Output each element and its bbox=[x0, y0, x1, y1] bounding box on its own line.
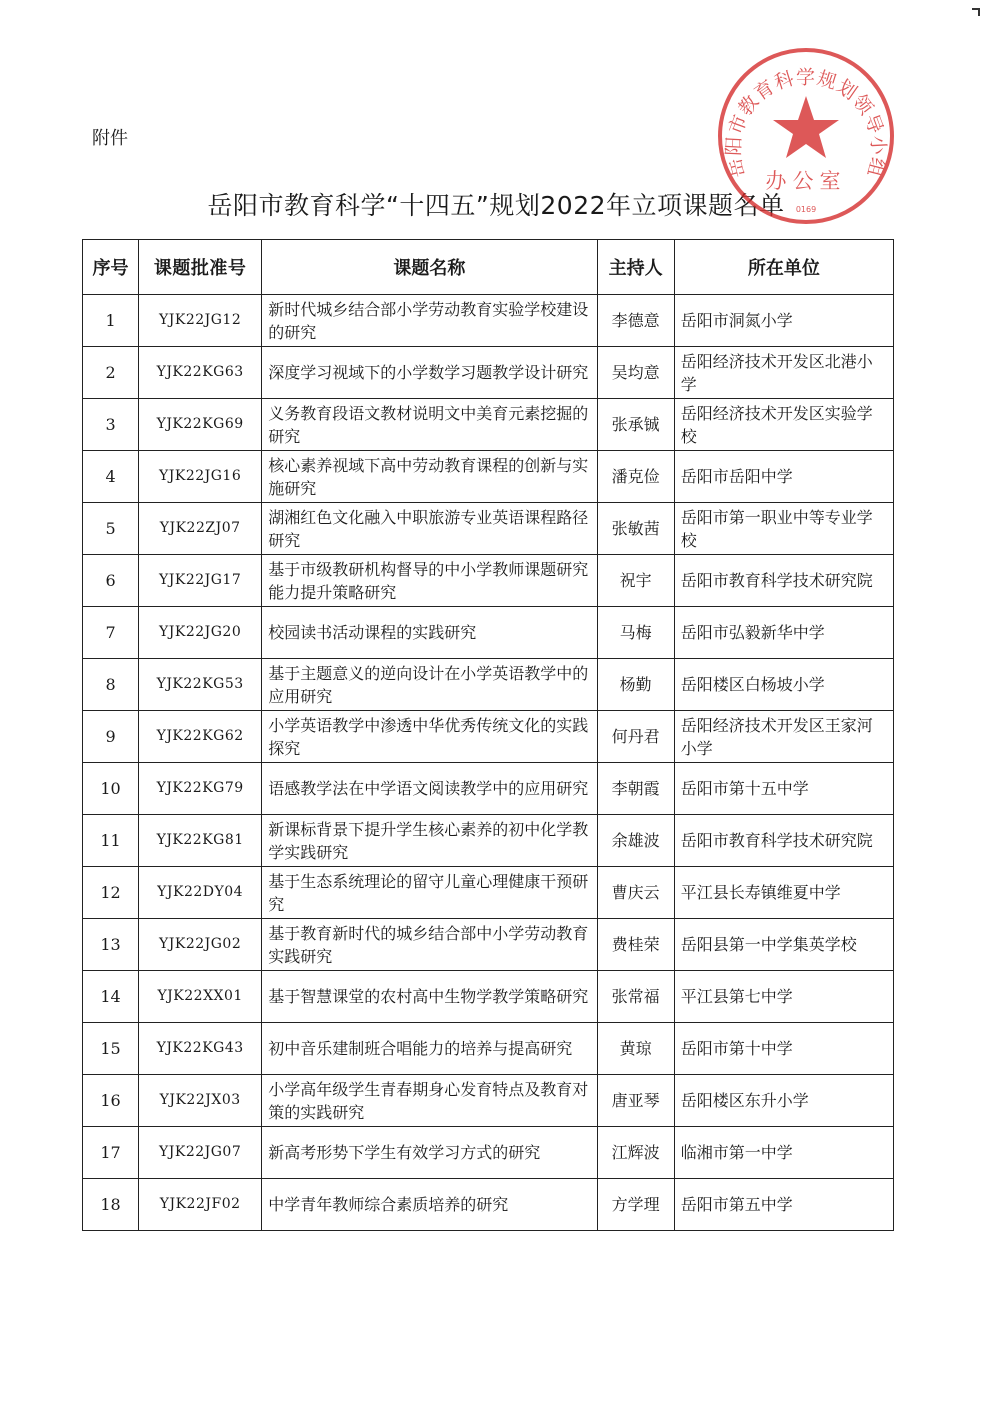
row-host: 曹庆云 bbox=[597, 867, 674, 919]
row-code: YJK22JX03 bbox=[139, 1075, 262, 1127]
table-row bbox=[83, 659, 894, 711]
row-project-name: 小学英语教学中渗透中华优秀传统文化的实践探究 bbox=[262, 711, 597, 763]
row-project-name: 义务教育段语文教材说明文中美育元素挖掘的研究 bbox=[262, 399, 597, 451]
row-seq: 5 bbox=[83, 503, 139, 555]
row-host: 李德意 bbox=[597, 295, 674, 347]
row-host: 李朝霞 bbox=[597, 763, 674, 815]
seal-code: 0169 bbox=[795, 205, 817, 214]
table-header-row bbox=[83, 240, 894, 295]
row-unit: 平江县长寿镇维夏中学 bbox=[674, 867, 893, 919]
row-seq: 16 bbox=[83, 1075, 139, 1127]
table-row bbox=[83, 1179, 894, 1231]
header-seq: 序号 bbox=[83, 240, 139, 295]
seal-lower-text: 办公室 bbox=[765, 169, 847, 193]
row-seq: 2 bbox=[83, 347, 139, 399]
row-seq: 15 bbox=[83, 1023, 139, 1075]
row-host: 余雄波 bbox=[597, 815, 674, 867]
row-unit: 岳阳经济技术开发区王家河小学 bbox=[674, 711, 893, 763]
row-unit: 岳阳市岳阳中学 bbox=[674, 451, 893, 503]
row-host: 吴均意 bbox=[597, 347, 674, 399]
row-project-name: 中学青年教师综合素质培养的研究 bbox=[262, 1179, 597, 1231]
row-project-name: 语感教学法在中学语文阅读教学中的应用研究 bbox=[262, 763, 597, 815]
row-code: YJK22KG69 bbox=[139, 399, 262, 451]
row-unit: 岳阳市教育科学技术研究院 bbox=[674, 815, 893, 867]
row-host: 张敏茜 bbox=[597, 503, 674, 555]
row-code: YJK22KG63 bbox=[139, 347, 262, 399]
row-project-name: 小学高年级学生青春期身心发育特点及教育对策的实践研究 bbox=[262, 1075, 597, 1127]
header-host: 主持人 bbox=[597, 240, 674, 295]
row-host: 费桂荣 bbox=[597, 919, 674, 971]
row-host: 方学理 bbox=[597, 1179, 674, 1231]
row-code: YJK22KG81 bbox=[139, 815, 262, 867]
row-unit: 平江县第七中学 bbox=[674, 971, 893, 1023]
header-name: 课题名称 bbox=[262, 240, 597, 295]
row-unit: 岳阳经济技术开发区北港小学 bbox=[674, 347, 893, 399]
row-host: 杨勤 bbox=[597, 659, 674, 711]
row-unit: 岳阳经济技术开发区实验学校 bbox=[674, 399, 893, 451]
row-unit: 岳阳县第一中学集英学校 bbox=[674, 919, 893, 971]
row-host: 马梅 bbox=[597, 607, 674, 659]
row-seq: 4 bbox=[83, 451, 139, 503]
row-seq: 12 bbox=[83, 867, 139, 919]
table-row bbox=[83, 919, 894, 971]
row-unit: 临湘市第一中学 bbox=[674, 1127, 893, 1179]
table-row bbox=[83, 867, 894, 919]
row-unit: 岳阳市第十五中学 bbox=[674, 763, 893, 815]
row-seq: 1 bbox=[83, 295, 139, 347]
row-project-name: 基于教育新时代的城乡结合部中小学劳动教育实践研究 bbox=[262, 919, 597, 971]
row-project-name: 新高考形势下学生有效学习方式的研究 bbox=[262, 1127, 597, 1179]
row-code: YJK22JG16 bbox=[139, 451, 262, 503]
row-project-name: 基于智慧课堂的农村高中生物学教学策略研究 bbox=[262, 971, 597, 1023]
row-seq: 3 bbox=[83, 399, 139, 451]
table-row bbox=[83, 763, 894, 815]
row-host: 唐亚琴 bbox=[597, 1075, 674, 1127]
official-seal bbox=[706, 44, 906, 224]
row-host: 何丹君 bbox=[597, 711, 674, 763]
table-row bbox=[83, 555, 894, 607]
row-code: YJK22KG79 bbox=[139, 763, 262, 815]
row-code: YJK22JF02 bbox=[139, 1179, 262, 1231]
table-row bbox=[83, 503, 894, 555]
row-code: YJK22DY04 bbox=[139, 867, 262, 919]
header-code: 课题批准号 bbox=[139, 240, 262, 295]
row-project-name: 湖湘红色文化融入中职旅游专业英语课程路径研究 bbox=[262, 503, 597, 555]
seal-star-icon bbox=[773, 96, 839, 158]
row-host: 张常福 bbox=[597, 971, 674, 1023]
row-code: YJK22JG17 bbox=[139, 555, 262, 607]
table-row bbox=[83, 607, 894, 659]
row-project-name: 深度学习视域下的小学数学习题教学设计研究 bbox=[262, 347, 597, 399]
row-seq: 7 bbox=[83, 607, 139, 659]
table-row bbox=[83, 971, 894, 1023]
row-host: 潘克俭 bbox=[597, 451, 674, 503]
table-row bbox=[83, 451, 894, 503]
table-row bbox=[83, 399, 894, 451]
row-code: YJK22JG20 bbox=[139, 607, 262, 659]
table-row bbox=[83, 295, 894, 347]
seal-ring-text: 岳阳市教育科学规划领导小组 bbox=[722, 66, 890, 180]
row-project-name: 校园读书活动课程的实践研究 bbox=[262, 607, 597, 659]
attachment-label: 附件 bbox=[92, 128, 128, 149]
row-project-name: 初中音乐建制班合唱能力的培养与提高研究 bbox=[262, 1023, 597, 1075]
scan-corner-mark bbox=[972, 8, 980, 16]
row-unit: 岳阳市第五中学 bbox=[674, 1179, 893, 1231]
table-row bbox=[83, 1023, 894, 1075]
row-seq: 18 bbox=[83, 1179, 139, 1231]
row-code: YJK22KG62 bbox=[139, 711, 262, 763]
row-code: YJK22KG53 bbox=[139, 659, 262, 711]
row-project-name: 基于生态系统理论的留守儿童心理健康干预研究 bbox=[262, 867, 597, 919]
row-unit: 岳阳市第一职业中等专业学校 bbox=[674, 503, 893, 555]
table-row bbox=[83, 1127, 894, 1179]
table-body bbox=[83, 295, 894, 1231]
row-unit: 岳阳市教育科学技术研究院 bbox=[674, 555, 893, 607]
row-project-name: 基于主题意义的逆向设计在小学英语教学中的应用研究 bbox=[262, 659, 597, 711]
header-unit: 所在单位 bbox=[674, 240, 893, 295]
row-seq: 13 bbox=[83, 919, 139, 971]
row-seq: 10 bbox=[83, 763, 139, 815]
row-unit: 岳阳市第十中学 bbox=[674, 1023, 893, 1075]
table-row bbox=[83, 347, 894, 399]
row-code: YJK22ZJ07 bbox=[139, 503, 262, 555]
row-unit: 岳阳楼区白杨坡小学 bbox=[674, 659, 893, 711]
row-host: 黄琼 bbox=[597, 1023, 674, 1075]
row-project-name: 新课标背景下提升学生核心素养的初中化学教学实践研究 bbox=[262, 815, 597, 867]
table-row bbox=[83, 711, 894, 763]
row-code: YJK22JG07 bbox=[139, 1127, 262, 1179]
table-row bbox=[83, 815, 894, 867]
row-unit: 岳阳市洞氮小学 bbox=[674, 295, 893, 347]
document-title: 岳阳市教育科学“十四五”规划2022年立项课题名单 bbox=[207, 191, 785, 220]
row-code: YJK22JG02 bbox=[139, 919, 262, 971]
row-project-name: 核心素养视域下高中劳动教育课程的创新与实施研究 bbox=[262, 451, 597, 503]
row-seq: 8 bbox=[83, 659, 139, 711]
row-code: YJK22KG43 bbox=[139, 1023, 262, 1075]
row-code: YJK22JG12 bbox=[139, 295, 262, 347]
row-seq: 11 bbox=[83, 815, 139, 867]
row-project-name: 新时代城乡结合部小学劳动教育实验学校建设的研究 bbox=[262, 295, 597, 347]
row-seq: 9 bbox=[83, 711, 139, 763]
row-unit: 岳阳市弘毅新华中学 bbox=[674, 607, 893, 659]
row-code: YJK22XX01 bbox=[139, 971, 262, 1023]
row-seq: 17 bbox=[83, 1127, 139, 1179]
row-project-name: 基于市级教研机构督导的中小学教师课题研究能力提升策略研究 bbox=[262, 555, 597, 607]
row-host: 张承铖 bbox=[597, 399, 674, 451]
row-seq: 6 bbox=[83, 555, 139, 607]
row-host: 祝宇 bbox=[597, 555, 674, 607]
row-seq: 14 bbox=[83, 971, 139, 1023]
row-unit: 岳阳楼区东升小学 bbox=[674, 1075, 893, 1127]
table-row bbox=[83, 1075, 894, 1127]
project-table bbox=[82, 239, 894, 1231]
row-host: 江辉波 bbox=[597, 1127, 674, 1179]
